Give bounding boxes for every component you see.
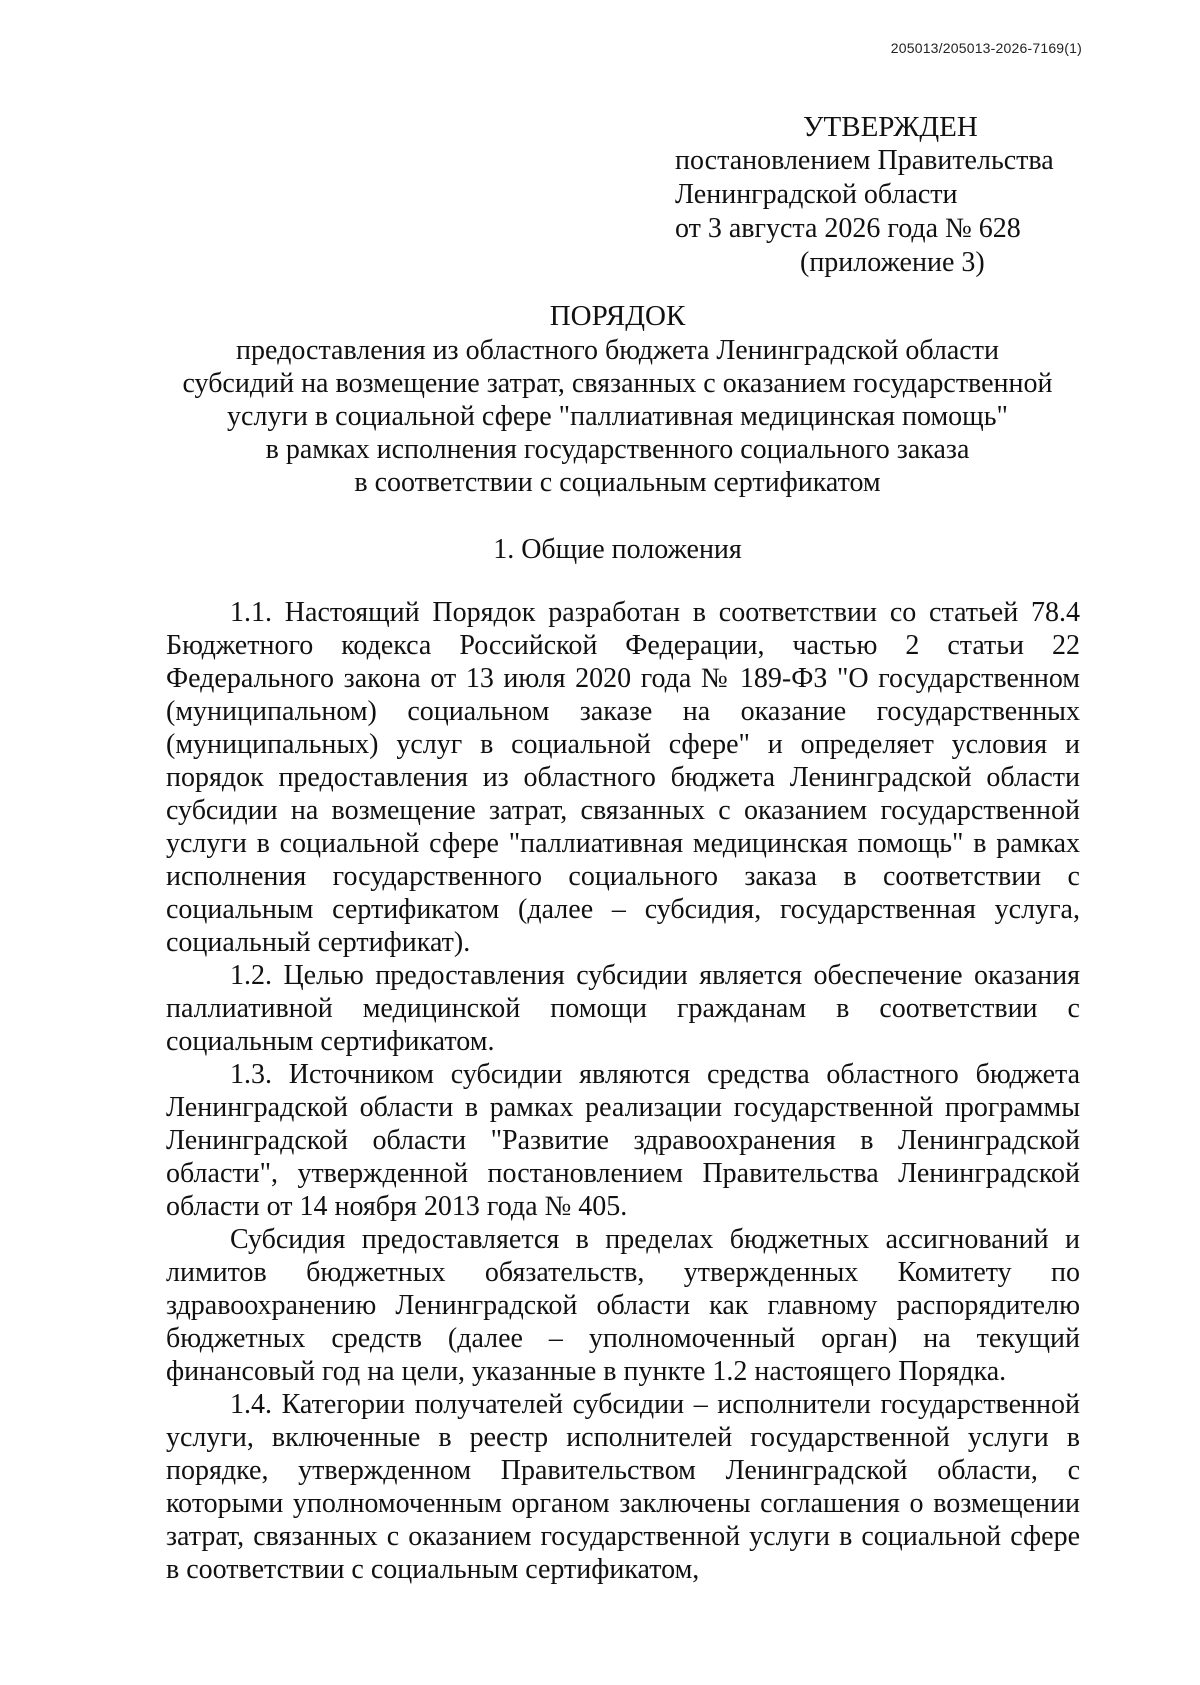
document-subtitle-line: в рамках исполнения государственного социального заказа — [265, 434, 970, 465]
paragraph-1-3: 1.3. Источником субсидии являются средства областного бюджета Ленинградской области в рамках реализации государственной программы Ленинградской области "Развитие здравоохранения в Ленинградской области", утвержденной постановлением Правительства Ленинградской области от 14 ноября 2013 года № 405. — [166, 1059, 1080, 1222]
approval-line-2: Ленинградской области — [675, 179, 958, 210]
document-subtitle-line: предоставления из областного бюджета Ленинградской области — [236, 335, 999, 366]
document-title-block — [150, 300, 1085, 499]
approval-line-1: постановлением Правительства — [675, 145, 1054, 176]
approval-date-line: от 3 августа 2026 года № 628 — [675, 213, 1021, 244]
section-heading: 1. Общие положения — [493, 534, 742, 565]
document-subtitle-line: услуги в социальной сфере "паллиативная медицинская помощь" — [227, 401, 1008, 432]
paragraph-1-4: 1.4. Категории получателей субсидии – исполнители государственной услуги, включенные в реестр исполнителей государственной услуги в порядке, утвержденном Правительством Ленинградской области, с которыми уполномоченным органом заключены соглашения о возмещении затрат, связанных с оказанием государственной услуги в социальной сфере в соответствии с социальным сертификатом, — [166, 1389, 1080, 1585]
document-id: 205013/205013-2026-7169(1) — [890, 40, 1082, 56]
paragraph-1-1: 1.1. Настоящий Порядок разработан в соответствии со статьей 78.4 Бюджетного кодекса Российской Федерации, частью 2 статьи 22 Федерального закона от 13 июля 2020 года № 189-ФЗ "О государственном (муниципальном) социальном заказе на оказание государственных (муниципальных) услуг в социальной сфере" и определяет условия и порядок предоставления из областного бюджета Ленинградской области субсидии на возмещение затрат, связанных с оказанием государственной услуги в социальной сфере "паллиативная медицинская помощь" в рамках исполнения государственного социального заказа в соответствии с социальным сертификатом (далее – субсидия, государственная услуга, социальный сертификат). — [166, 597, 1080, 958]
paragraph-1-2: 1.2. Целью предоставления субсидии является обеспечение оказания паллиативной медицинской помощи гражданам в соответствии с социальным сертификатом. — [166, 960, 1080, 1057]
document-subtitle-line: в соответствии с социальным сертификатом — [354, 467, 881, 498]
paragraph-1-3-continued: Субсидия предоставляется в пределах бюджетных ассигнований и лимитов бюджетных обязательств, утвержденных Комитету по здравоохранению Ленинградской области как главному распорядителю бюджетных средств (далее – уполномоченный орган) на текущий финансовый год на цели, указанные в пункте 1.2 настоящего Порядка. — [166, 1224, 1080, 1387]
approval-title: УТВЕРЖДЕН — [803, 111, 978, 143]
approval-stamp — [675, 110, 1095, 280]
document-heading: ПОРЯДОК — [549, 300, 686, 332]
section-body — [166, 596, 1080, 1586]
document-subtitle-line: субсидий на возмещение затрат, связанных с оказанием государственной — [182, 368, 1053, 399]
approval-appendix: (приложение 3) — [800, 247, 985, 278]
